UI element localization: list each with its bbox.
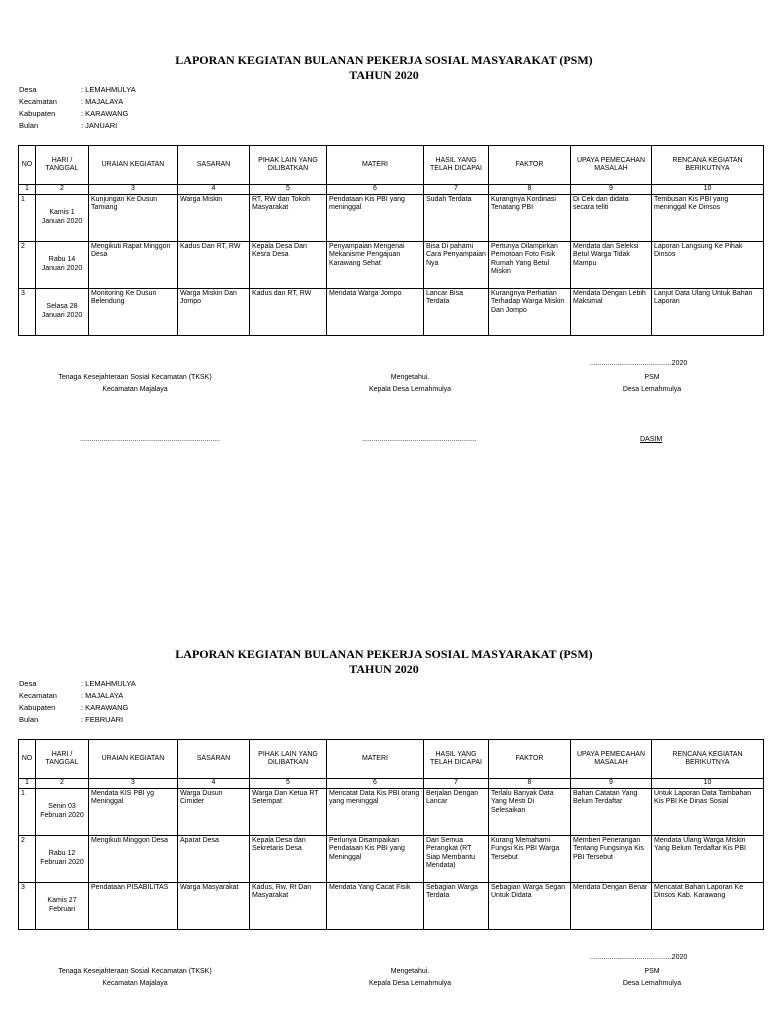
row-parties: Kepala Desa dan Sekretaris Desa	[250, 835, 327, 882]
header-cell: MATERI	[327, 740, 424, 779]
row-result: Bisa Di pahami Cara Penyampaian Nya	[424, 241, 489, 288]
table-header-row	[19, 740, 764, 779]
header-cell: SASARAN	[178, 146, 250, 185]
row-target: Warga Masyarakat	[178, 882, 250, 929]
column-number: 3	[89, 185, 178, 195]
meta-value: : LEMAHMULYA	[81, 679, 136, 688]
meta-label: Kabupaten	[19, 703, 56, 712]
header-cell: RENCANA KEGIATAN BERIKUTNYA	[652, 146, 764, 185]
row-result: Dari Semua Perangkat (RT Siap Membantu Mendata)	[424, 835, 489, 882]
report-meta	[19, 84, 136, 132]
row-solution: Bahan Catatan Yang Belum Terdaftar	[571, 788, 652, 835]
report-title: LAPORAN KEGIATAN BULANAN PEKERJA SOSIAL MASYARAKAT (PSM)	[175, 647, 593, 661]
column-number-row	[19, 185, 764, 195]
row-parties: Kadus dan RT, RW	[250, 288, 327, 335]
report-year: TAHUN 2020	[349, 68, 419, 82]
meta-value: : KARAWANG	[81, 109, 129, 118]
row-number: 3	[19, 288, 36, 335]
column-number: 3	[89, 779, 178, 789]
table-header-row	[19, 146, 764, 185]
row-activity: Monitoring Ke Dusun Belendung	[89, 288, 178, 335]
row-date: Rabu 12 Februari 2020	[36, 835, 89, 882]
row-material: Pendataan Kis PBI yang meninggal	[327, 194, 424, 241]
row-date: Senin 03 Februari 2020	[36, 788, 89, 835]
row-number: 1	[19, 194, 36, 241]
column-number: 6	[327, 779, 424, 789]
row-solution: Memberi Penerangan Tentang Fungsinya Kis PBI Tersebut	[571, 835, 652, 882]
activity-table	[18, 145, 764, 336]
signature-line-tksk: ........................................................................	[80, 436, 221, 443]
signatory-tksk-title: Tenaga Kesejahteraan Sosial Kecamatan (TKSK)	[58, 374, 212, 381]
signatory-tksk-area: Kecamatan Majalaya	[102, 386, 168, 393]
meta-label: Kecamatan	[19, 691, 57, 700]
row-factor: Sebagian Warga Segan Untuk Didata	[489, 882, 571, 929]
row-next-plan: Untuk Laporan Data Tambahan Kis PBI Ke Dinas Sosial	[652, 788, 764, 835]
row-target: Warga Miskin	[178, 194, 250, 241]
header-cell: UPAYA PEMECAHAN MASALAH	[571, 740, 652, 779]
signatory-psm-area: Desa Lemahmulya	[622, 980, 682, 987]
header-cell: SASARAN	[178, 740, 250, 779]
column-number: 8	[489, 185, 571, 195]
row-material: Penyampaian Mengenai Mekanisme Pengajuan Karawang Sehat	[327, 241, 424, 288]
signatory-kepala-desa-name: Kepala Desa Lemahmulya	[368, 386, 452, 393]
header-cell: FAKTOR	[489, 740, 571, 779]
meta-value: : LEMAHMULYA	[81, 85, 136, 94]
report-title: LAPORAN KEGIATAN BULANAN PEKERJA SOSIAL MASYARAKAT (PSM)	[175, 53, 593, 67]
row-solution: Di Cek dan didata secara teliti	[571, 194, 652, 241]
signatory-psm-name: DASIM	[640, 436, 663, 443]
header-cell: PIHAK LAIN YANG DILIBATKAN	[250, 740, 327, 779]
column-number-row	[19, 779, 764, 789]
column-number: 6	[327, 185, 424, 195]
column-number: 4	[178, 779, 250, 789]
signatory-kepala-desa-name: Kepala Desa Lemahmulya	[368, 980, 452, 987]
row-solution: Mendata Dengan Benar	[571, 882, 652, 929]
table-row	[19, 194, 764, 241]
meta-label: Bulan	[19, 121, 39, 130]
header-cell: URAIAN KEGIATAN	[89, 740, 178, 779]
row-factor: Kurang Memahami Fungsi Kis PBI Warga Tersebut	[489, 835, 571, 882]
column-number: 4	[178, 185, 250, 195]
row-activity: Kunjungan Ke Dusun Tamiang	[89, 194, 178, 241]
meta-label: Bulan	[19, 715, 39, 724]
column-number: 9	[571, 779, 652, 789]
header-cell: HASIL YANG TELAH DICAPAI	[424, 146, 489, 185]
column-number: 9	[571, 185, 652, 195]
activity-table	[18, 739, 764, 930]
table-row	[19, 835, 764, 882]
row-date: Kamis 1 Januari 2020	[36, 194, 89, 241]
row-date: Kamis 27 Februari	[36, 882, 89, 929]
row-material: Mendata Warga Jompo	[327, 288, 424, 335]
row-target: Warga Miskin Dan Jompo	[178, 288, 250, 335]
row-next-plan: Mencatat Bahan Laporan Ke Dinsos Kab. Karawang	[652, 882, 764, 929]
signatory-psm	[600, 966, 704, 990]
row-material: Perlunya Disampaikan Pendataan Kis PBI yang Meninggal	[327, 835, 424, 882]
column-number: 5	[250, 779, 327, 789]
signatory-psm	[600, 372, 704, 396]
column-number: 1	[19, 185, 36, 195]
row-factor: Kurangnya Kordinasi Tenatang PBI	[489, 194, 571, 241]
meta-value: : JANUARI	[81, 121, 118, 130]
table-row	[19, 882, 764, 929]
row-target: Warga Dusun Cimider	[178, 788, 250, 835]
row-number: 2	[19, 241, 36, 288]
row-solution: Mendata Dengan Lebih Maksimal	[571, 288, 652, 335]
column-number: 5	[250, 185, 327, 195]
signatory-psm-title: PSM	[644, 374, 660, 381]
row-solution: Mendata dan Seleksi Betul Warga Tidak Mampu	[571, 241, 652, 288]
row-parties: Kepala Desa Dan Kesra Desa	[250, 241, 327, 288]
header-cell: PIHAK LAIN YANG DILIBATKAN	[250, 146, 327, 185]
row-result: Sudah Terdata	[424, 194, 489, 241]
column-number: 1	[19, 779, 36, 789]
table-row	[19, 241, 764, 288]
row-material: Mencatat Data Kis PBI orang yang meninggal	[327, 788, 424, 835]
column-number: 7	[424, 185, 489, 195]
signatory-kepala-desa	[340, 372, 480, 396]
row-activity: Mengikuti Minggon Desa	[89, 835, 178, 882]
row-parties: RT, RW dan Tokoh Masyarakat	[250, 194, 327, 241]
header-cell: FAKTOR	[489, 146, 571, 185]
row-next-plan: Mendata Ulang Warga Miskin Yang Belum Terdaftar Kis PBI	[652, 835, 764, 882]
row-next-plan: Tembusan Kis PBI yang meninggal Ke Dinsos	[652, 194, 764, 241]
signatory-tksk	[20, 372, 250, 396]
meta-value: : KARAWANG	[81, 703, 129, 712]
header-cell: URAIAN KEGIATAN	[89, 146, 178, 185]
header-cell: NO	[19, 146, 36, 185]
row-material: Mendata Yang Cacat Fisik	[327, 882, 424, 929]
row-factor: Pertunya Dilampirkan Pemotoan Foto Fisik Rumah Yang Betul Miskin	[489, 241, 571, 288]
header-cell: HARI / TANGGAL	[36, 740, 89, 779]
column-number: 10	[652, 779, 764, 789]
row-activity: Pendataan PISABILITAS	[89, 882, 178, 929]
header-cell: UPAYA PEMECAHAN MASALAH	[571, 146, 652, 185]
table-row	[19, 288, 764, 335]
row-result: Lancar Bisa Terdata	[424, 288, 489, 335]
row-parties: Warga Dan Ketua RT Setempat	[250, 788, 327, 835]
header-cell: MATERI	[327, 146, 424, 185]
row-number: 2	[19, 835, 36, 882]
row-number: 1	[19, 788, 36, 835]
date-line: ..........................................2020	[590, 360, 688, 367]
signatory-psm-area: Desa Lemahmulya	[622, 386, 682, 393]
row-result: Sebagian Warga Terdata	[424, 882, 489, 929]
column-number: 10	[652, 185, 764, 195]
row-date: Rabu 14 Januari 2020	[36, 241, 89, 288]
meta-label: Desa	[19, 85, 37, 94]
signatory-tksk-area: Kecamatan Majalaya	[102, 980, 168, 987]
report-meta	[19, 678, 136, 726]
signatory-psm-title: PSM	[644, 968, 660, 975]
signatory-tksk-title: Tenaga Kesejahteraan Sosial Kecamatan (TKSK)	[58, 968, 212, 975]
row-date: Selasa 28 Januari 2020	[36, 288, 89, 335]
row-number: 3	[19, 882, 36, 929]
signatory-kepala-desa-title: Mengetahui.	[390, 374, 430, 381]
row-target: Aparat Desa	[178, 835, 250, 882]
meta-label: Desa	[19, 679, 37, 688]
column-number: 2	[36, 779, 89, 789]
column-number: 8	[489, 779, 571, 789]
signatory-kepala-desa-title: Mengetahui.	[390, 968, 430, 975]
signature-line-kepala-desa: ...........................................................	[362, 436, 477, 443]
row-activity: Mengikuti Rapat Minggon Desa	[89, 241, 178, 288]
meta-label: Kabupaten	[19, 109, 56, 118]
meta-value: : MAJALAYA	[81, 97, 124, 106]
column-number: 2	[36, 185, 89, 195]
row-target: Kadus Dan RT, RW	[178, 241, 250, 288]
row-activity: Mendata KIS PBI yg Meninggal	[89, 788, 178, 835]
header-cell: HARI / TANGGAL	[36, 146, 89, 185]
meta-value: : FEBRUARI	[81, 715, 124, 724]
row-factor: Terlalu Banyak Data Yang Mesti Di Selesaikan	[489, 788, 571, 835]
row-factor: Kurangnya Perhatian Terhadap Warga Miskin Dan Jompo	[489, 288, 571, 335]
row-parties: Kadus, Rw, Rt Dan Masyarakat	[250, 882, 327, 929]
report-year: TAHUN 2020	[349, 662, 419, 676]
date-line: ..........................................2020	[590, 954, 688, 961]
table-row	[19, 788, 764, 835]
column-number: 7	[424, 779, 489, 789]
row-next-plan: Laporan Langsung Ke Pihak Dinsos	[652, 241, 764, 288]
row-next-plan: Lanjut Data Ulang Untuk Bahan Laporan	[652, 288, 764, 335]
signatory-tksk	[20, 966, 250, 990]
header-cell: RENCANA KEGIATAN BERIKUTNYA	[652, 740, 764, 779]
row-result: Berjalan Dengan Lancar	[424, 788, 489, 835]
meta-label: Kecamatan	[19, 97, 57, 106]
header-cell: NO	[19, 740, 36, 779]
signatory-kepala-desa	[340, 966, 480, 990]
meta-value: : MAJALAYA	[81, 691, 124, 700]
header-cell: HASIL YANG TELAH DICAPAI	[424, 740, 489, 779]
